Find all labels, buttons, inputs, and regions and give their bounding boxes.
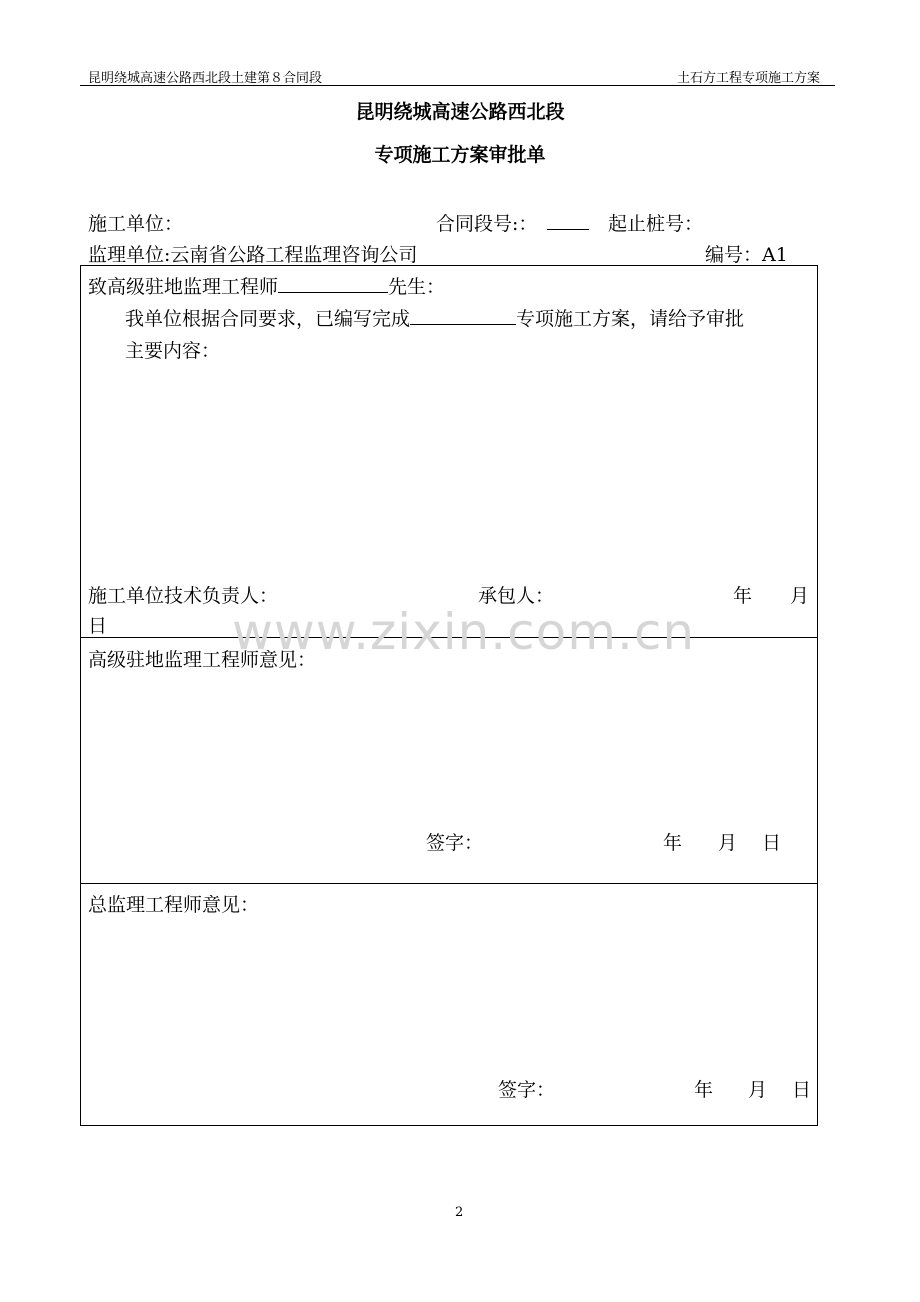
section1-month: 月 — [790, 585, 810, 607]
section3-month: 月 — [748, 1079, 768, 1101]
request-line — [125, 304, 744, 331]
contractor-label: 承包人： — [478, 585, 555, 607]
tech-lead-label: 施工单位技术负责人： — [88, 585, 279, 607]
serial-no-label: 编号：A1 — [705, 244, 788, 266]
contract-no-blank — [547, 209, 589, 230]
contract-no-label: 合同段号:： — [436, 213, 538, 235]
section3-day: 日 — [792, 1079, 812, 1101]
chief-engineer-opinion-label: 总监理工程师意见： — [88, 894, 260, 916]
document-title: 昆明绕城高速公路西北段 — [355, 101, 565, 123]
watermark: www.zixin.com.cn — [232, 603, 696, 661]
section1-day: 日 — [88, 615, 108, 637]
addressee-prefix: 致高级驻地监理工程师 — [88, 276, 279, 298]
approval-form-table — [80, 265, 818, 1126]
section2-sign-label: 签字： — [426, 832, 484, 854]
pile-no-label: 起止桩号： — [608, 213, 704, 235]
addressee-line — [88, 272, 445, 299]
section2-day: 日 — [762, 832, 782, 854]
construction-unit-label: 施工单位： — [88, 213, 184, 235]
engineer-name-blank — [278, 272, 388, 293]
section3-sign-label: 签字： — [498, 1079, 556, 1101]
contract-no-field — [436, 209, 589, 236]
header-left: 昆明绕城高速公路西北段土建第８合同段 — [88, 71, 323, 86]
page-number: 2 — [455, 1205, 464, 1220]
addressee-suffix: 先生： — [388, 276, 446, 298]
main-content-label: 主要内容： — [125, 340, 221, 362]
form-title: 专项施工方案审批单 — [374, 144, 546, 166]
supervision-unit-label: 监理单位:云南省公路工程监理咨询公司 — [88, 244, 418, 266]
section2-month: 月 — [718, 832, 738, 854]
request-prefix: 我单位根据合同要求，已编写完成 — [125, 308, 411, 330]
section3-year: 年 — [694, 1079, 714, 1101]
section-divider-2 — [80, 883, 818, 884]
header-rule — [80, 85, 835, 86]
scheme-name-blank — [410, 304, 516, 325]
resident-engineer-opinion-label: 高级驻地监理工程师意见： — [88, 649, 317, 671]
section1-year: 年 — [733, 585, 753, 607]
header-right: 土石方工程专项施工方案 — [676, 71, 820, 86]
request-suffix: 专项施工方案，请给予审批 — [516, 308, 745, 330]
section2-year: 年 — [663, 832, 683, 854]
